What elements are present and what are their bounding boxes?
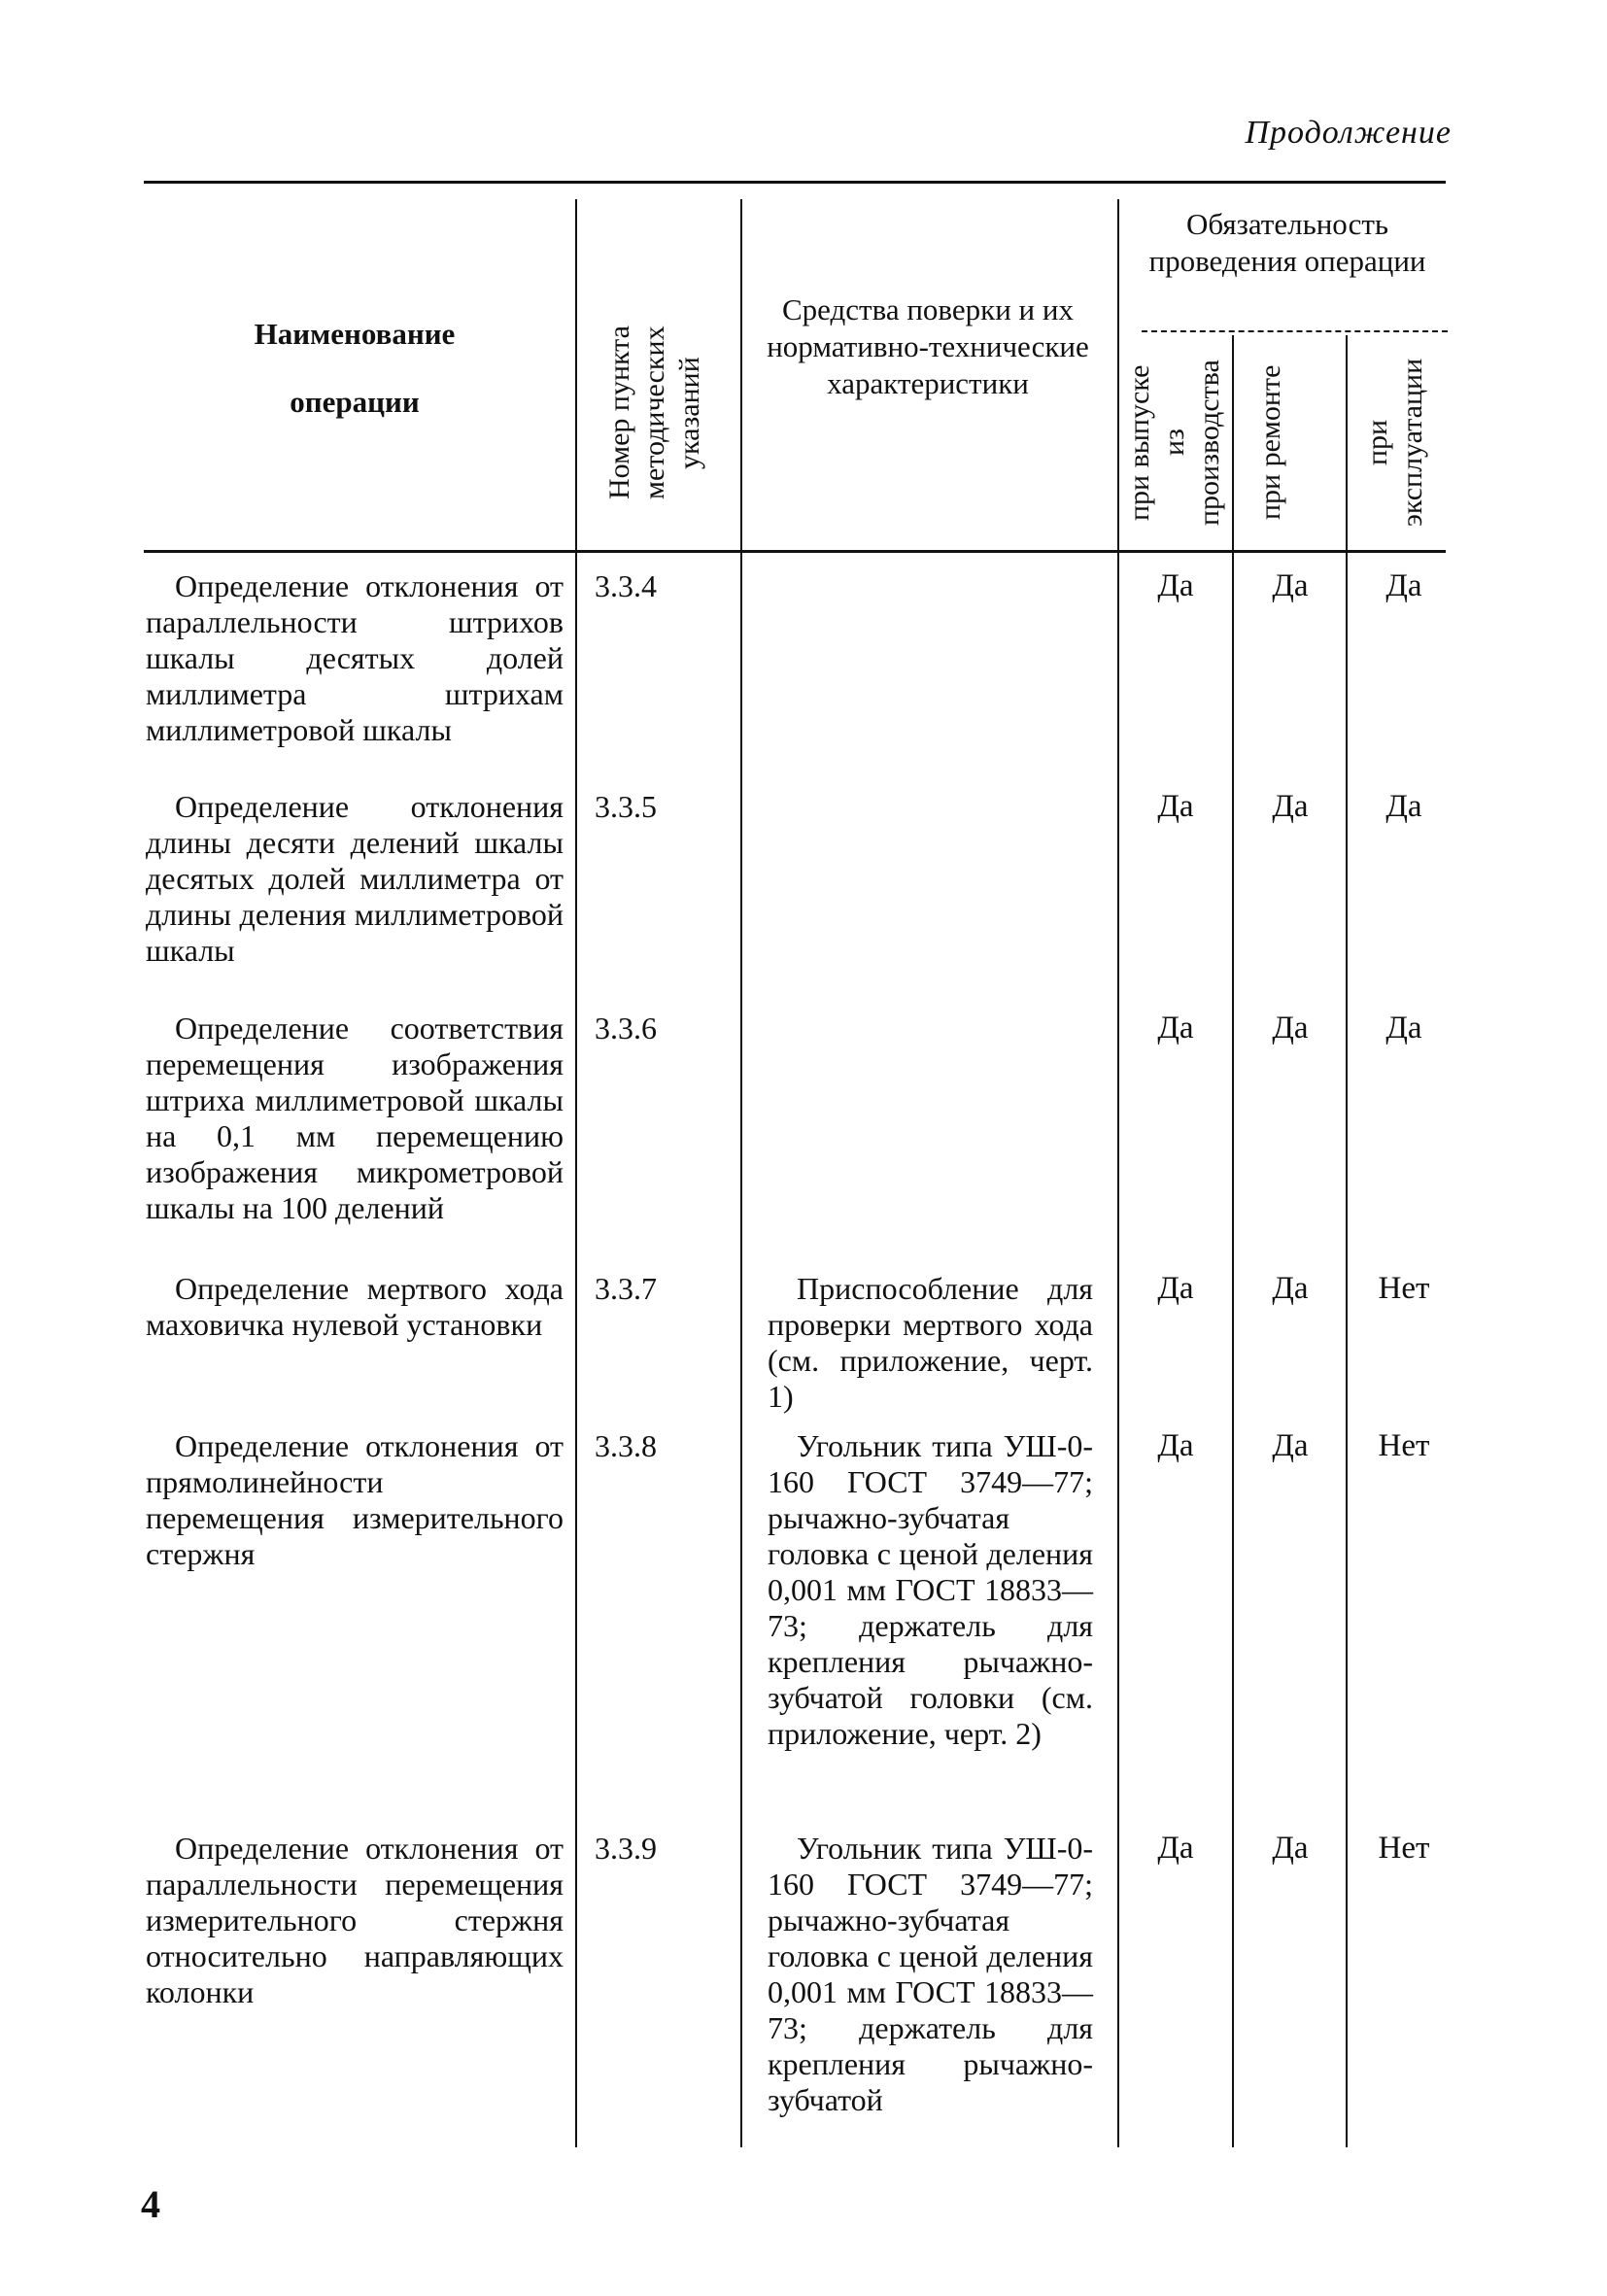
- required-repair: Да: [1272, 1271, 1309, 1306]
- clause-number: 3.3.6: [595, 1011, 657, 1045]
- required-repair: Да: [1272, 1428, 1309, 1463]
- clause-number: 3.3.5: [595, 789, 657, 824]
- verification-means: Угольник типа УШ-0-160 ГОСТ 3749—77; рычажно-зубчатая головка с ценой деления 0,001 мм ГОСТ 18833—73; держатель для крепления рычажно-зубчатой: [768, 1831, 1093, 2117]
- operation-name: Определение соответствия перемещения изображения штриха миллиметровой шкалы на 0,1 мм перемещению изображения микрометровой шкалы на 100 делений: [146, 1011, 564, 1225]
- table-header-rule: [144, 550, 1446, 553]
- required-operation: Нет: [1378, 1428, 1430, 1463]
- required-operation: Да: [1385, 568, 1422, 603]
- operation-name: Определение отклонения от параллельности перемещения измерительного стержня относительно направляющих колонки: [146, 1831, 564, 2009]
- required-production: Да: [1157, 789, 1194, 824]
- required-repair: Да: [1272, 1831, 1309, 1866]
- header-name: [146, 316, 564, 421]
- header-stage-production: при выпуске из производства: [1123, 360, 1225, 526]
- required-repair: Да: [1272, 568, 1309, 603]
- required-operation: Да: [1385, 1011, 1422, 1045]
- column-rule: [1117, 199, 1119, 2147]
- header-means: Средства поверки и их нормативно-технические характеристики: [767, 292, 1089, 400]
- operation-name: Определение отклонения от параллельности штрихов шкалы десятых долей миллиметра штрихам миллиметровой шкалы: [146, 568, 564, 747]
- clause-number: 3.3.9: [595, 1831, 657, 1866]
- header-subrule: [1142, 330, 1448, 332]
- header-stage-repair: при ремонте: [1254, 364, 1286, 521]
- column-rule: [1232, 335, 1234, 2147]
- clause-number: 3.3.4: [595, 568, 657, 603]
- verification-means: Угольник типа УШ-0-160 ГОСТ 3749—77; рычажно-зубчатая головка с ценой деления 0,001 мм ГОСТ 18833—73; держатель для крепления рычажно-зубчатой головки (см. приложение, черт. 2): [768, 1428, 1093, 1751]
- operation-name: Определение отклонения от прямолинейности перемещения измерительного стержня: [146, 1428, 564, 1571]
- required-production: Да: [1157, 1831, 1194, 1866]
- required-production: Да: [1157, 1011, 1194, 1045]
- header-name-line-1: Наименование: [254, 317, 456, 351]
- header-required: Обязательность проведения операции: [1148, 207, 1426, 278]
- table-top-rule: [144, 181, 1446, 184]
- header-name-line-2: операции: [290, 385, 420, 419]
- operation-name: Определение мертвого хода маховичка нулевой установки: [146, 1271, 564, 1342]
- column-rule: [575, 199, 577, 2147]
- column-rule: [740, 199, 742, 2147]
- required-repair: Да: [1272, 789, 1309, 824]
- required-production: Да: [1157, 1271, 1194, 1306]
- clause-number: 3.3.8: [595, 1428, 657, 1463]
- continuation-label: Продолжение: [1245, 115, 1452, 151]
- column-rule: [1346, 335, 1348, 2147]
- header-clause: Номер пункта методических указаний: [603, 326, 705, 500]
- required-operation: Да: [1385, 789, 1422, 824]
- clause-number: 3.3.7: [595, 1271, 657, 1306]
- required-repair: Да: [1272, 1011, 1309, 1045]
- required-operation: Нет: [1378, 1271, 1430, 1306]
- header-stage-operation: при эксплуатации: [1361, 358, 1428, 528]
- required-production: Да: [1157, 568, 1194, 603]
- operation-name: Определение отклонения длины десяти делений шкалы десятых долей миллиметра от длины деления миллиметровой шкалы: [146, 789, 564, 968]
- verification-means: Приспособление для проверки мертвого хода (см. приложение, черт. 1): [768, 1271, 1093, 1414]
- page-number: 4: [141, 2182, 160, 2226]
- required-production: Да: [1157, 1428, 1194, 1463]
- required-operation: Нет: [1378, 1831, 1430, 1866]
